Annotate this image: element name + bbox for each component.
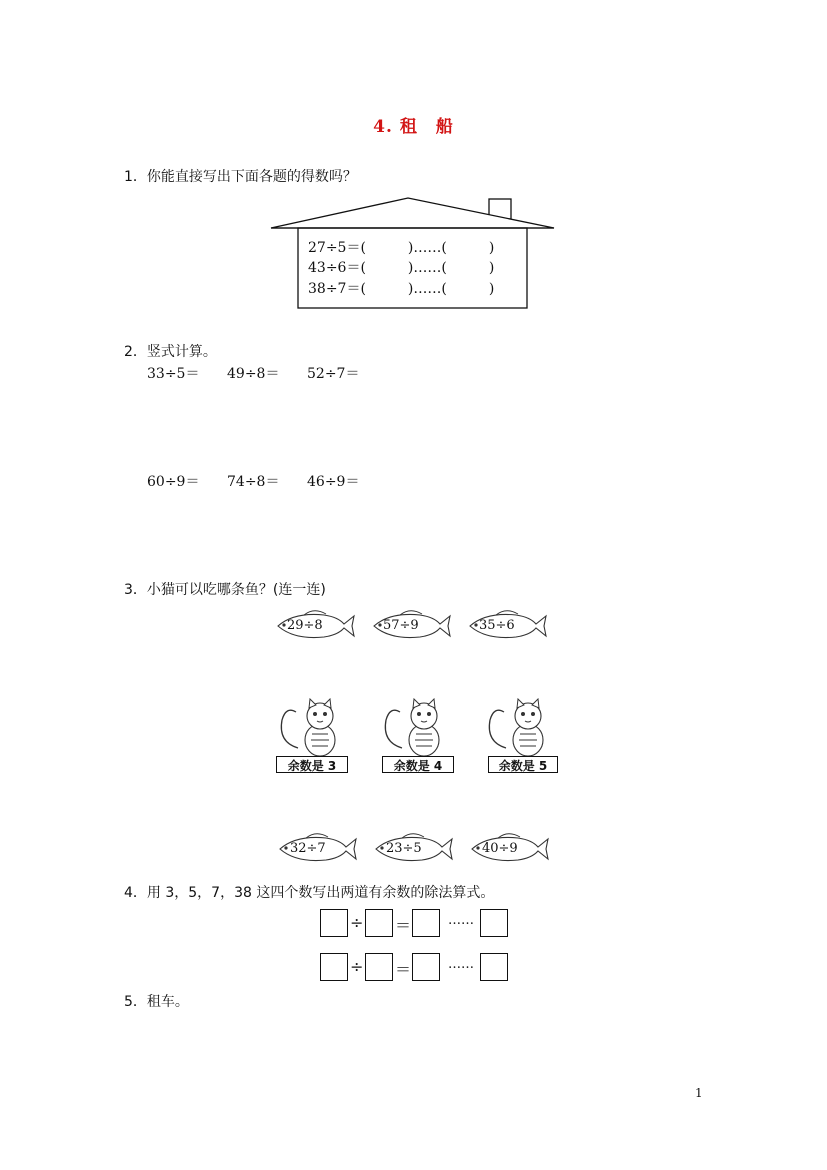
house-equation-3: 38÷7＝( )……( ) <box>308 281 495 297</box>
divide-sign: ÷ <box>350 957 364 976</box>
fish-label: 29÷8 <box>287 618 323 633</box>
remainder-dots: …… <box>448 957 474 972</box>
question-5-prompt: 5．租车。 <box>124 994 189 1010</box>
answer-box-dividend[interactable] <box>320 909 348 937</box>
question-4-prompt: 4．用 3，5，7，38 这四个数写出两道有余数的除法算式。 <box>124 885 495 901</box>
equals-sign: ＝ <box>395 916 412 935</box>
calc-item: 33÷5＝ <box>147 366 200 382</box>
remainder-dots: …… <box>448 913 474 928</box>
divide-sign: ÷ <box>350 913 364 932</box>
calc-item: 49÷8＝ <box>227 366 280 382</box>
question-2-prompt: 2．竖式计算。 <box>124 344 217 360</box>
fish-label: 40÷9 <box>482 841 518 856</box>
page-number: 1 <box>695 1086 703 1100</box>
page-title: 4. 租 船 <box>373 117 454 137</box>
answer-box-remainder[interactable] <box>480 909 508 937</box>
answer-box-dividend[interactable] <box>320 953 348 981</box>
fish-label: 32÷7 <box>290 841 326 856</box>
house-equation-1: 27÷5＝( )……( ) <box>308 240 495 256</box>
calc-item: 52÷7＝ <box>307 366 360 382</box>
answer-box-quotient[interactable] <box>412 909 440 937</box>
fish-label: 23÷5 <box>386 841 422 856</box>
cat-sign-label: 余数是 3 <box>287 759 337 773</box>
cat-sign-label: 余数是 5 <box>498 759 548 773</box>
calc-item: 46÷9＝ <box>307 474 360 490</box>
question-1-prompt: 1．你能直接写出下面各题的得数吗？ <box>124 169 357 185</box>
cat-icon <box>380 698 456 758</box>
calc-item: 74÷8＝ <box>227 474 280 490</box>
fish-label: 57÷9 <box>383 618 419 633</box>
answer-box-divisor[interactable] <box>365 909 393 937</box>
answer-box-divisor[interactable] <box>365 953 393 981</box>
question-3-prompt: 3．小猫可以吃哪条鱼？(连一连) <box>124 582 326 598</box>
cat-sign-label: 余数是 4 <box>393 759 443 773</box>
equals-sign: ＝ <box>395 960 412 979</box>
cat-icon <box>276 698 352 758</box>
house-equation-2: 43÷6＝( )……( ) <box>308 260 495 276</box>
calc-item: 60÷9＝ <box>147 474 200 490</box>
answer-box-remainder[interactable] <box>480 953 508 981</box>
cat-icon <box>484 698 560 758</box>
fish-label: 35÷6 <box>479 618 515 633</box>
answer-box-quotient[interactable] <box>412 953 440 981</box>
